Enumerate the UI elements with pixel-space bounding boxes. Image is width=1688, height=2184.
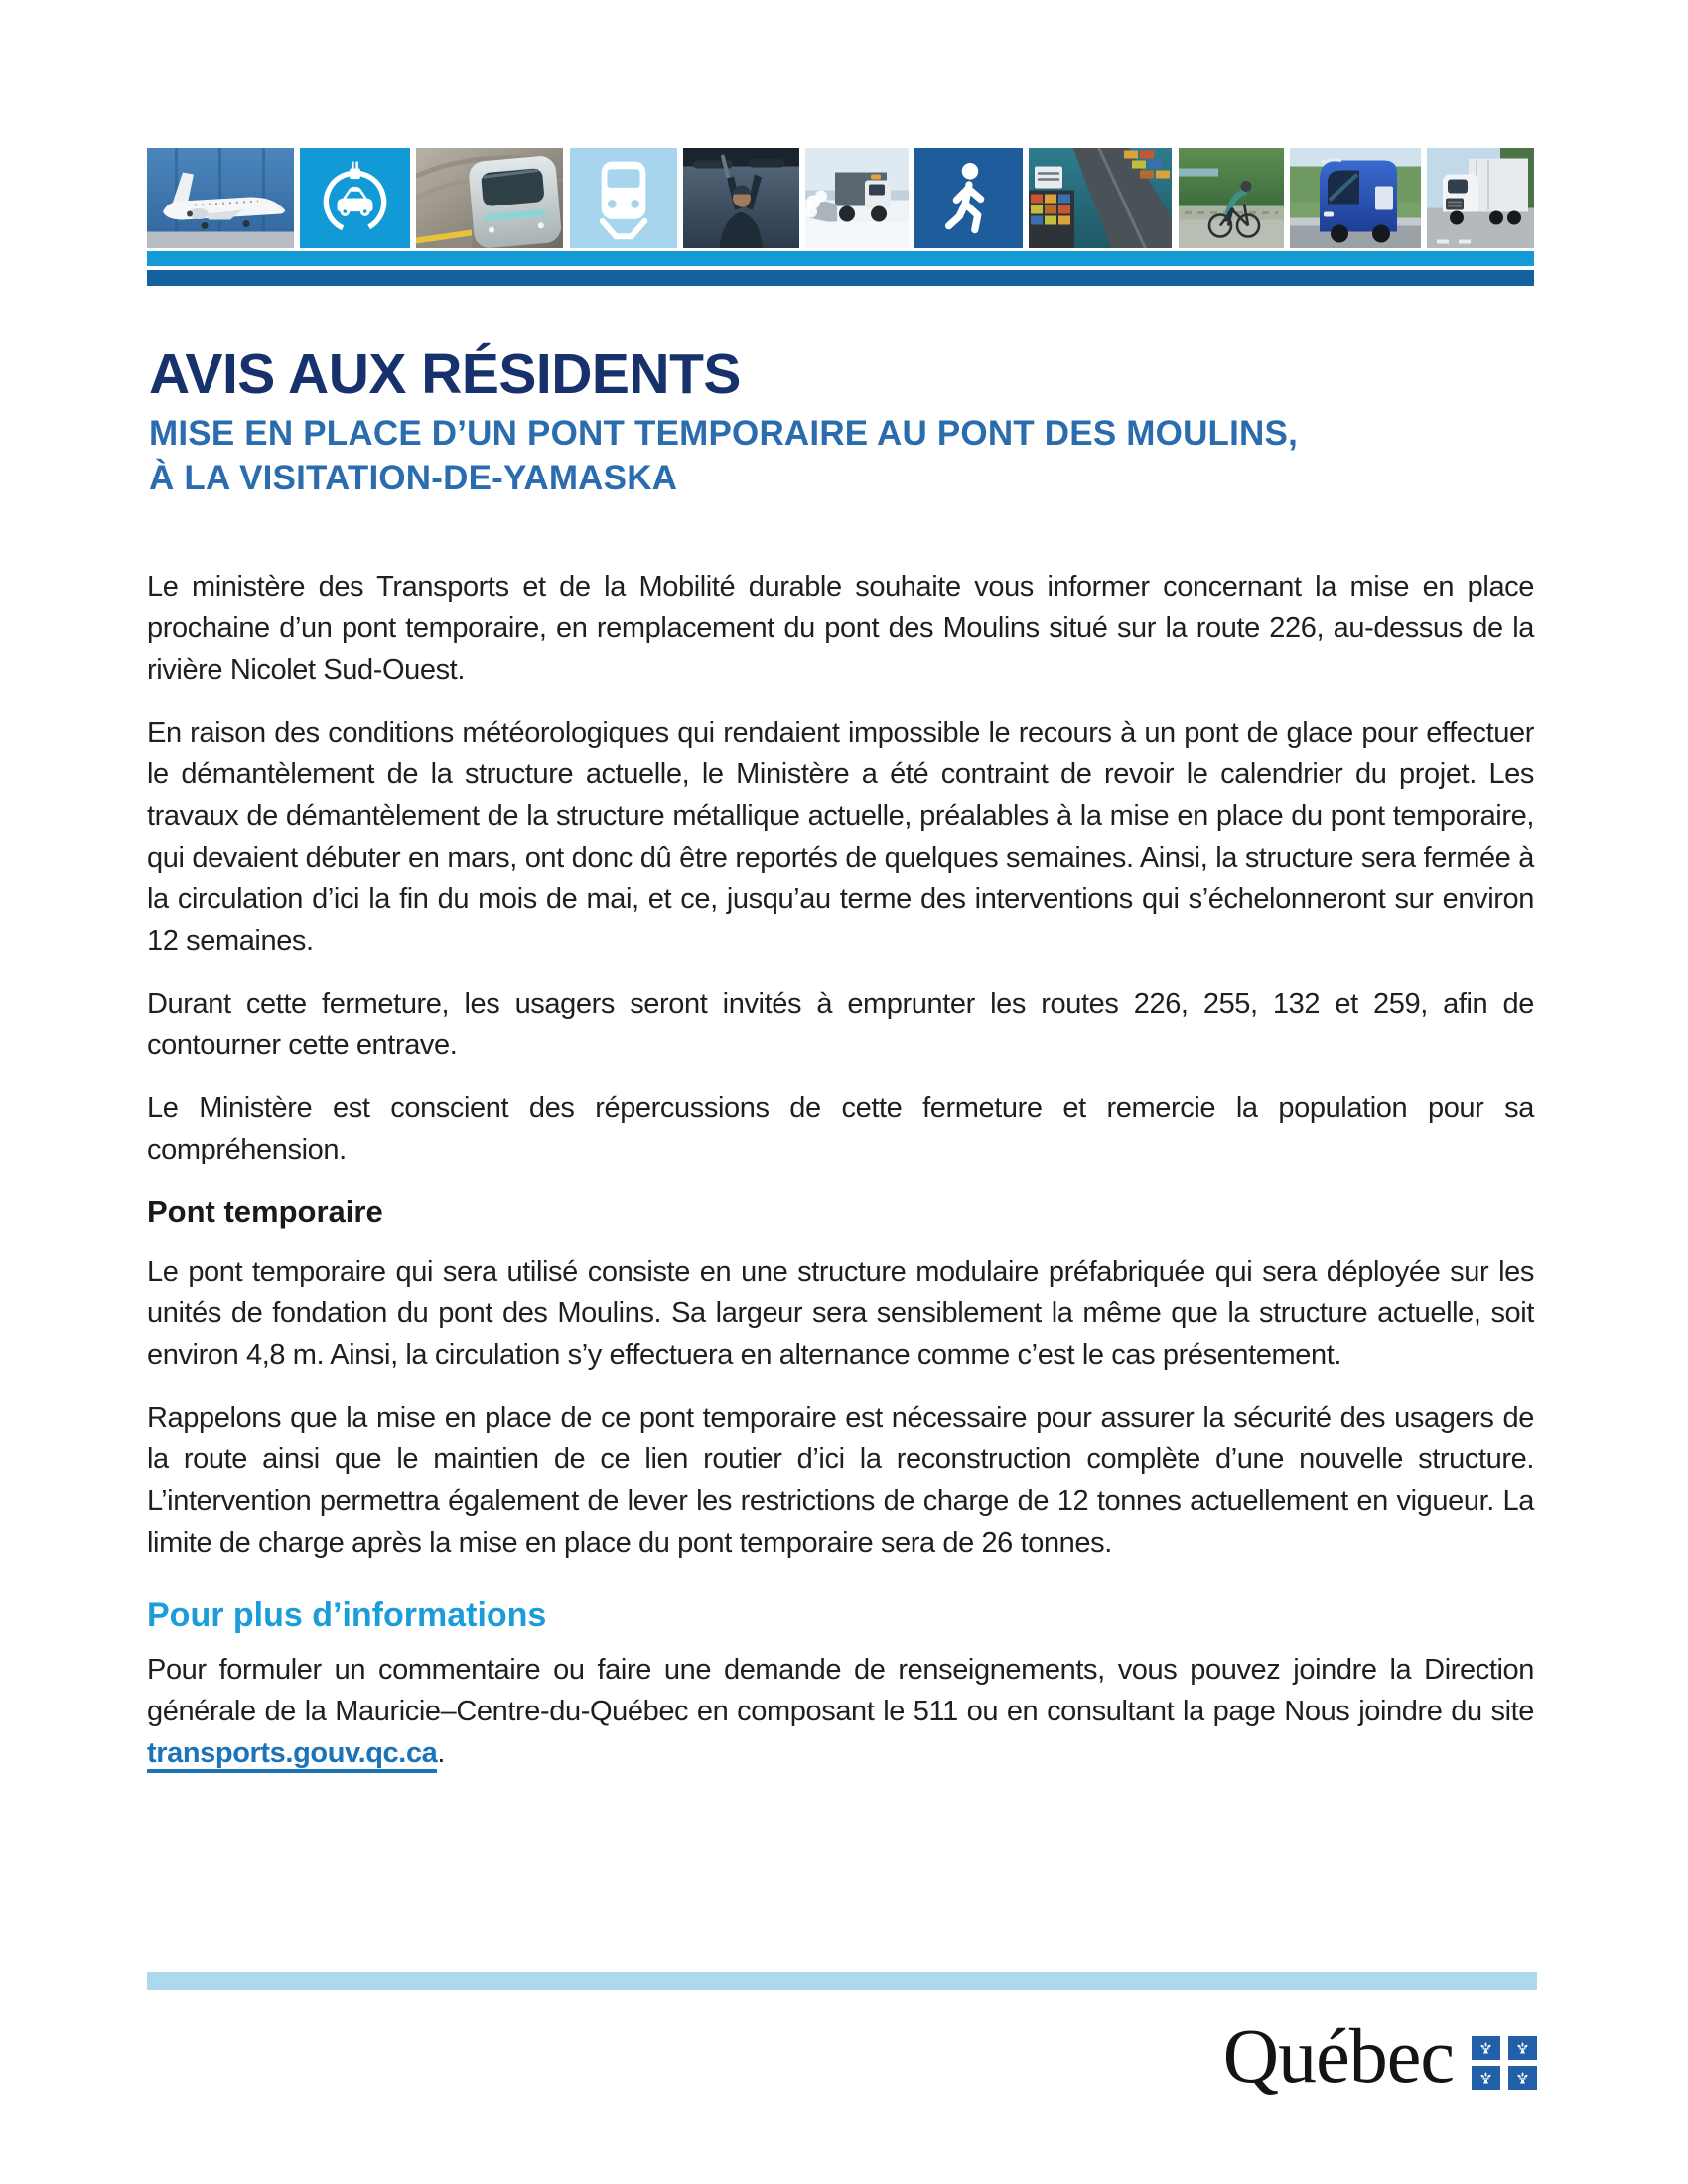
cyclist-photo	[1179, 148, 1284, 248]
footer-bar	[147, 1972, 1537, 1990]
paragraph-load-limits: Rappelons que la mise en place de ce pont temporaire est nécessaire pour assurer la sécurité des usagers de la route ainsi que le maintien de ce lien routier d’ici la reconstruction complète d’une nouvelle structure. L’intervention permettra également de lever les restrictions de charge de 12 tonnes actuellement en vigueur. La limite de charge après la mise en place du pont temporaire sera de 26 tonnes.	[147, 1402, 1534, 1559]
truck-photo	[1427, 148, 1534, 248]
airplane-photo	[147, 148, 294, 248]
transports-website-link[interactable]: transports.gouv.qc.ca	[147, 1737, 437, 1773]
document-body	[147, 566, 1534, 1795]
paragraph-intro: Le ministère des Transports et de la Mobilité durable souhaite vous informer concernant la mise en place prochaine d’un pont temporaire, en remplacement du pont des Moulins situé sur la route 226, au-dessus de la rivière Nicolet Sud-Ouest.	[147, 571, 1534, 686]
paragraph-detour-routes: Durant cette fermeture, les usagers seront invités à emprunter les routes 226, 255, 132 et 259, afin de contourner cette entrave.	[147, 988, 1534, 1061]
contact-text-after-link: .	[437, 1737, 446, 1769]
section-heading-pont-temporaire: Pont temporaire	[147, 1194, 383, 1229]
electric-car-icon	[300, 148, 410, 248]
paragraph-modular-structure: Le pont temporaire qui sera utilisé consiste en une structure modulaire préfabriquée qui sera déployée sur les unités de fondation du pont des Moulins. Sa largeur sera sensiblement la même que la structure actuelle, soit environ 4,8 m. Ainsi, la circulation s’y effectuera en alternance comme c’est le cas présentement.	[147, 1256, 1534, 1371]
container-ship-photo	[1029, 148, 1172, 248]
paragraph-contact	[147, 1649, 1534, 1774]
metro-train-photo	[416, 148, 563, 248]
contact-text-before-link: Pour formuler un commentaire ou faire une demande de renseignements, vous pouvez joindre la Direction générale de la Mauricie–Centre-du-Québec en composant le 511 ou en consultant la page Nous joindre du site	[147, 1654, 1534, 1727]
banner-bar-bright	[147, 251, 1534, 266]
page-subtitle	[149, 411, 1539, 500]
quebec-wordmark: Québec	[1222, 2012, 1454, 2099]
bus-photo	[1290, 148, 1421, 248]
title-block	[149, 343, 1539, 500]
pedestrian-icon	[914, 148, 1023, 248]
quebec-flag-icon	[1472, 2036, 1537, 2095]
page-subtitle-line1: MISE EN PLACE D’UN PONT TEMPORAIRE AU PONT DES MOULINS,	[149, 414, 1298, 453]
banner-bar-dark	[147, 270, 1534, 286]
section-heading-informations: Pour plus d’informations	[147, 1596, 547, 1634]
page-subtitle-line2: À LA VISITATION-DE-YAMASKA	[149, 459, 678, 497]
snowplow-photo	[805, 148, 909, 248]
paragraph-weather-schedule: En raison des conditions météorologiques qui rendaient impossible le recours à un pont de glace pour effectuer le démantèlement de la structure actuelle, le Ministère a été contraint de revoir le calendrier du projet. Les travaux de démantèlement de la structure métallique actuelle, préalables à la mise en place du pont temporaire, qui devaient débuter en mars, ont donc dû être reportés de quelques semaines. Ainsi, la structure sera fermée à la circulation d’ici la fin du mois de mai, et ce, jusqu’au terme des interventions qui s’échelonneront sur environ 12 semaines.	[147, 717, 1534, 957]
paragraph-thanks: Le Ministère est conscient des répercussions de cette fermeture et remercie la population pour sa compréhension.	[147, 1092, 1534, 1165]
train-icon	[570, 148, 677, 248]
page-title: AVIS AUX RÉSIDENTS	[149, 342, 741, 406]
mechanic-photo	[683, 148, 799, 248]
transport-photo-banner	[147, 148, 1534, 248]
